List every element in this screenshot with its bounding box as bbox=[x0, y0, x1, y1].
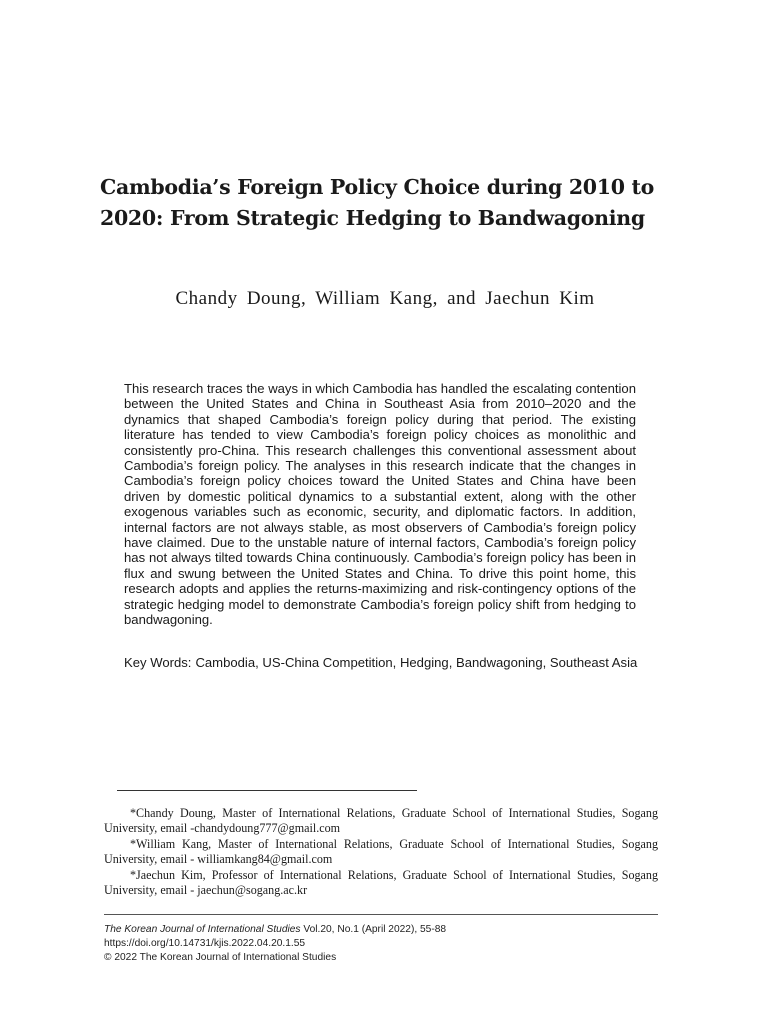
journal-copyright: © 2022 The Korean Journal of International Studies bbox=[104, 952, 337, 963]
footnote-divider bbox=[117, 790, 417, 791]
abstract: This research traces the ways in which Cambodia has handled the escalating contention between the United States and China in Southeast Asia from 2010–2020 and the dynamics that shaped Cambodia’s foreign policy during that period. The existing literature has tended to view Cambodia’s foreign policy choices as monolithic and consistently pro-China. This research challenges this conventional assessment about Cambodia’s foreign policy. The analyses in this research indicate that the changes in Cambodia’s foreign policy choices toward the United States and China have been driven by domestic political dynamics to a substantial extent, along with the other exogenous variables such as economic, security, and diplomatic factors. In addition, internal factors are not always stable, as most observers of Cambodia’s foreign policy have claimed. Due to the unstable nature of internal factors, Cambodia’s foreign policy has not always tilted towards China continuously. Cambodia’s foreign policy has been in flux and swung between the United States and China. To drive this point home, this research adopts and applies the returns-maximizing and risk-contingency options of the strategic hedging model to demonstrate Cambodia’s foreign policy shift from hedging to bandwagoning. bbox=[124, 381, 636, 628]
author-list: Chandy Doung, William Kang, and Jaechun Kim bbox=[175, 288, 595, 309]
keywords-label: Key Words: bbox=[124, 655, 192, 670]
paper-title: Cambodia’s Foreign Policy Choice during 2010 to 2020: From Strategic Hedging to Bandwagoning bbox=[100, 175, 655, 230]
keywords-value: Cambodia, US-China Competition, Hedging, Bandwagoning, Southeast Asia bbox=[195, 655, 638, 670]
footnote-author-1: *Chandy Doung, Master of International Relations, Graduate School of International Studies, Sogang University, email -chandydoung777@gmail.com bbox=[104, 806, 658, 836]
footnote-author-2: *William Kang, Master of International Relations, Graduate School of International Studies, Sogang University, email - williamkang84@gmail.com bbox=[104, 836, 658, 867]
footnote-author-3: *Jaechun Kim, Professor of International Relations, Graduate School of International Studies, Sogang University, email - jaechun@sogang.ac.kr bbox=[104, 867, 658, 898]
footnotes bbox=[104, 806, 658, 898]
journal-citation bbox=[104, 923, 664, 937]
journal-info bbox=[104, 923, 664, 965]
journal-divider bbox=[104, 914, 658, 915]
journal-issue: Vol.20, No.1 (April 2022), 55-88 bbox=[300, 924, 447, 935]
journal-name: The Korean Journal of International Studies bbox=[104, 924, 301, 935]
journal-doi[interactable]: https://doi.org/10.14731/kjis.2022.04.20.1.55 bbox=[104, 938, 306, 949]
keywords bbox=[124, 655, 644, 671]
